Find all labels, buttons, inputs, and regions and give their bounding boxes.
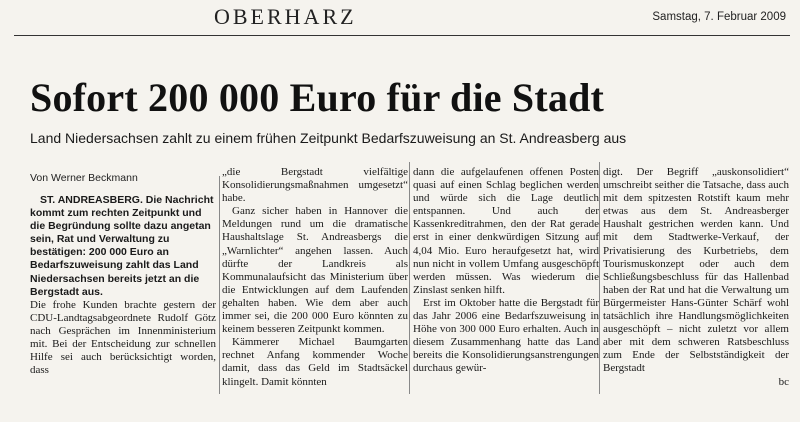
column-divider	[599, 162, 600, 394]
article-column-1	[30, 194, 216, 377]
article-subheadline: Land Niedersachsen zahlt zu einem frühen Zeitpunkt Bedarfszuweisung an St. Andreasberg aus	[30, 130, 627, 146]
article-paragraph: dann die aufgelaufenen offenen Posten quasi auf einen Schlag beglichen werden und würde sich die Lage deutlich entspannen. Und auch der Kassenkreditrahmen, den der Rat gerade erst in einer denkwürdigen Sitzung auf 4,04 Mio. Euro heraufgesetzt hat, wird nun nicht in vollem Umfang ausgeschöpft werden müssen. Was wiederum die Zinslast senken hilft.	[413, 166, 599, 296]
article-column-3	[413, 166, 599, 376]
article-column-2	[222, 166, 408, 389]
article-lead: ST. ANDREASBERG. Die Nachricht kommt zum rechten Zeitpunkt und die Begründung sollte dazu angetan sein, Rat und Verwaltung zu bestätigen: 200 000 Euro an Bedarfszuweisung zahlt das Land Niedersachsen bereits jetzt an die Bergstadt aus.	[30, 194, 214, 298]
publication-date: Samstag, 7. Februar 2009	[652, 11, 786, 23]
article-column-4	[603, 166, 789, 389]
article-byline: Von Werner Beckmann	[30, 172, 138, 184]
column-divider	[219, 176, 220, 394]
masthead	[0, 0, 800, 40]
section-title: OBERHARZ	[214, 4, 357, 29]
article-paragraph: Die frohe Kunden brachte gestern der CDU-Landtagsabgeordnete Rudolf Götz nach Gesprächen im Innenministerium mit. Bei der Entscheidung zur schnellen Hilfe sei auch berücksichtigt worden, dass	[30, 298, 216, 377]
article-paragraph: Erst im Oktober hatte die Bergstadt für das Jahr 2006 eine Bedarfszuweisung in Höhe von 300 000 Euro erhalten. Auch in diesem Zusammenhang hatte das Land bereits die Konsolidierungsanstrengungen durchaus gewür-	[413, 296, 599, 375]
author-signature: bc	[778, 375, 789, 388]
article-paragraph: Ganz sicher haben in Hannover die Meldungen rund um die dramatische Haushaltslage St. Andreasbergs die „Warnlichter“ angehen lassen. Auch dürfte der Landkreis als Kommunalaufsicht das Ministerium über die Entwicklungen auf dem Laufenden gehalten haben. Wie dem aber auch immer sei, die 200 000 Euro könnten zu keinem besseren Zeitpunkt kommen.	[222, 205, 408, 336]
article-paragraph: digt. Der Begriff „auskonsolidiert“ umschreibt seither die Tatsache, dass auch mit dem spitzesten Rotstift kaum mehr etwas aus dem St. Andreasberger Haushalt gestrichen werden kann. Und mit dem Stadtwerke-Verkauf, der Privatisierung des Kurbetriebs, dem Tourismuskonzept oder auch dem Schließungsbeschluss für das Hallenbad haben der Rat und hat die Verwaltung um Bürgermeister Hans-Günter Schärf wohl tatsächlich ihre Handlungsmöglichkeiten ausgeschöpft – nicht zuletzt vor allem aber mit dem schweren Ratsbeschluss zum Ende der Selbstständigkeit der Bergstadt	[603, 166, 789, 375]
column-divider	[409, 162, 410, 394]
article-paragraph: „die Bergstadt vielfältige Konsolidierungsmaßnahmen umgesetzt“ habe.	[222, 166, 408, 205]
article-headline: Sofort 200 000 Euro für die Stadt	[30, 75, 605, 120]
article-paragraph: Kämmerer Michael Baumgarten rechnet Anfang kommender Woche damit, dass das Geld im Stadtsäckel klingelt. Damit könnten	[222, 336, 408, 388]
masthead-rule	[14, 35, 790, 36]
